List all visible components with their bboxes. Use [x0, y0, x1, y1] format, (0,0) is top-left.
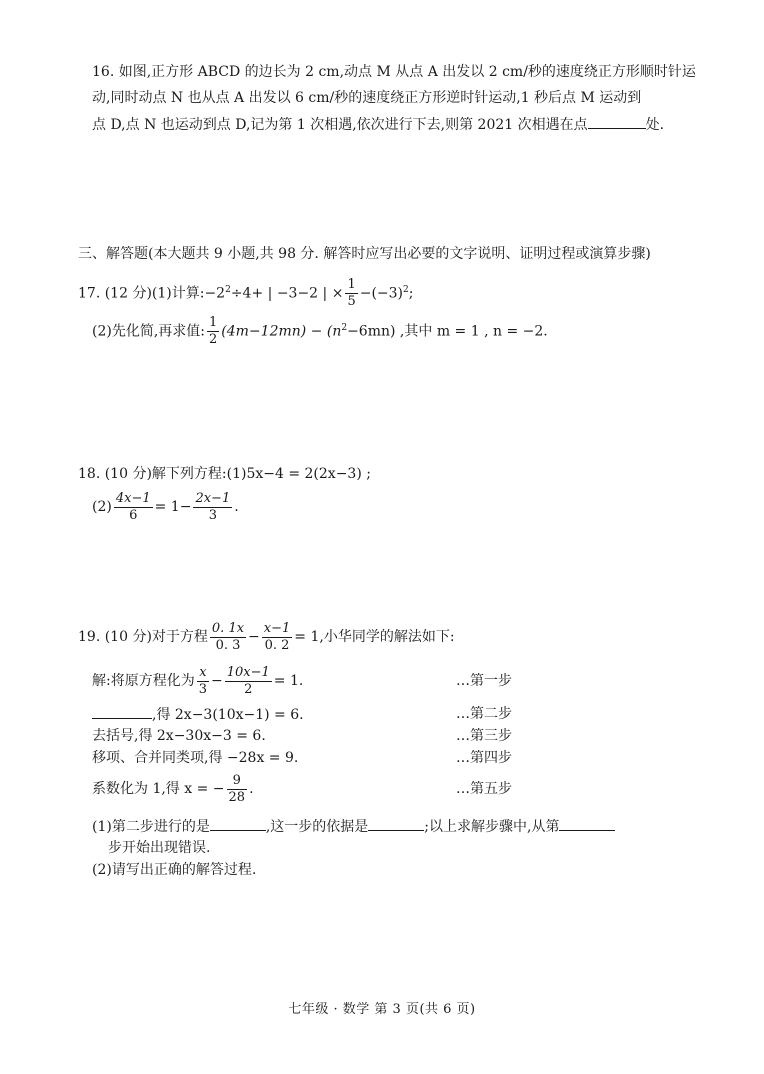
- q19-step-4-label: …第四步: [456, 750, 512, 766]
- q19-q1-blank-3[interactable]: [559, 816, 615, 831]
- q16-line-1: 16. 如图,正方形 ABCD 的边长为 2 cm,动点 M 从点 A 出发以 2 cm/秒的速度绕正方形顺时针运: [92, 64, 696, 80]
- q17-exp-1: 2: [225, 285, 231, 295]
- q18-end: .: [234, 499, 239, 515]
- q18-eq: = 1−: [154, 499, 192, 515]
- q19-solution-step-4: [92, 748, 512, 768]
- q18-fb-den: 3: [208, 507, 217, 523]
- q17-part-2: [92, 310, 548, 350]
- q19-solution-step-1: [92, 662, 512, 700]
- q18-fa-num: 4x−1: [115, 490, 151, 506]
- q19-step-3-label: …第三步: [456, 728, 512, 744]
- q19-fraction-b: [262, 621, 293, 654]
- q17-exp-2: 2: [403, 285, 409, 295]
- q19-q1-blank-2[interactable]: [368, 816, 424, 831]
- q19-fb-num: x−1: [263, 620, 291, 636]
- q17-p1-a: 17. (12 分)(1)计算:−2: [78, 285, 226, 302]
- q19-sol2: ,得 2x−3(10x−1) = 6.: [152, 707, 304, 723]
- q19-intro-a: 19. (10 分)对于方程: [78, 629, 208, 645]
- q19-solution-step-3: [92, 726, 512, 746]
- q18-fa-den: 6: [129, 507, 138, 523]
- q19-fa-den: 0. 3: [215, 637, 241, 653]
- q19-sol5-fraction: [227, 773, 248, 806]
- q19-q1-b: ,这一步的依据是: [265, 819, 369, 835]
- q17-frac1-den: 5: [347, 294, 356, 310]
- q19-fb-den: 0. 2: [264, 637, 290, 653]
- q17-part-1: [78, 272, 413, 312]
- q19-solution-step-5: [92, 770, 512, 808]
- q19-step-5-label: …第五步: [456, 781, 512, 797]
- q17-fraction-1: [345, 277, 357, 310]
- q19-s5-num: 9: [227, 773, 248, 790]
- q19-step-1-label: …第一步: [456, 673, 512, 689]
- q17-frac2-den: 2: [209, 332, 218, 348]
- q16-line-3: [92, 114, 664, 135]
- q19-q1-a: (1)第二步进行的是: [92, 819, 210, 835]
- q19-question-1-cont: 步开始出现错误.: [108, 840, 211, 856]
- q17-p2-c: −6mn) ,其中 m = 1 , n = −2.: [347, 323, 548, 340]
- q17-frac2-num: 1: [209, 315, 218, 331]
- q17-p2-b: (4m−12mn) − (n: [221, 323, 342, 340]
- q19-sol1-minus: −: [211, 673, 223, 689]
- q19-intro: [78, 618, 455, 656]
- q19-fa-num: 0. 1x: [211, 620, 245, 636]
- q17-fraction-2: [207, 315, 219, 348]
- q18-part-2: [92, 488, 239, 526]
- q19-step2-blank[interactable]: [92, 704, 152, 719]
- q19-step-2-label: …第二步: [456, 706, 512, 722]
- q19-sol4: 移项、合并同类项,得 −28x = 9.: [92, 750, 299, 766]
- q17-exp-3: 2: [341, 323, 348, 333]
- q17-p1-d: ;: [408, 285, 414, 302]
- q19-q1-c: ;以上求解步骤中,从第: [424, 819, 560, 835]
- q19-sol1-a: 解:将原方程化为: [92, 673, 195, 689]
- q19-sol1-fraction-b: [225, 665, 272, 698]
- q16-line-3-end: 处.: [645, 117, 665, 133]
- q16-line-2: 动,同时动点 N 也从点 A 出发以 6 cm/秒的速度绕正方形逆时针运动,1 秒后点 M 运动到: [92, 90, 642, 106]
- q18-fraction-a: [114, 491, 153, 524]
- q19-s1fa-den: 3: [198, 681, 207, 697]
- q19-sol3: 去括号,得 2x−30x−3 = 6.: [92, 728, 266, 744]
- q17-frac1-num: 1: [347, 277, 356, 293]
- q19-s1fa-num: x: [197, 665, 209, 682]
- q19-sol1-b: = 1.: [273, 673, 304, 689]
- q19-sol1-fraction-a: [197, 665, 209, 698]
- q19-s1fb-num: 10x−1: [226, 664, 270, 680]
- q19-q1-blank-1[interactable]: [210, 816, 266, 831]
- section-3-heading: 三、解答题(本大题共 9 小题,共 98 分. 解答时应写出必要的文字说明、证明过程或演算步骤): [78, 246, 651, 262]
- q18-p2-label: (2): [92, 499, 112, 515]
- q19-question-1: [92, 816, 615, 837]
- q19-minus: −: [248, 629, 260, 645]
- q17-p2-a: (2)先化简,再求值:: [92, 323, 205, 340]
- q19-question-2: (2)请写出正确的解答过程.: [92, 862, 257, 878]
- q19-solution-step-2: [92, 704, 512, 725]
- page-footer: 七年级 · 数学 第 3 页(共 6 页): [288, 1002, 476, 1017]
- q19-fraction-a: [210, 621, 246, 654]
- q19-intro-b: = 1,小华同学的解法如下:: [294, 629, 455, 645]
- q19-sol5-a: 系数化为 1,得 x = −: [92, 781, 225, 797]
- q17-p1-c: −(−3): [359, 285, 404, 302]
- q16-line-3-text: 点 D,点 N 也运动到点 D,记为第 1 次相遇,依次进行下去,则第 2021 次相遇在点: [92, 117, 588, 133]
- q18-part-1: 18. (10 分)解下列方程:(1)5x−4 = 2(2x−3) ;: [78, 466, 371, 482]
- q19-s5-den: 28: [228, 789, 246, 805]
- q19-sol5-b: .: [249, 781, 254, 797]
- q18-fb-num: 2x−1: [195, 490, 231, 506]
- q16-answer-blank[interactable]: [588, 114, 646, 129]
- q19-s1fb-den: 2: [244, 681, 253, 697]
- q17-p1-b: ÷4+ | −3−2 | ×: [230, 285, 344, 302]
- q18-fraction-b: [193, 491, 232, 524]
